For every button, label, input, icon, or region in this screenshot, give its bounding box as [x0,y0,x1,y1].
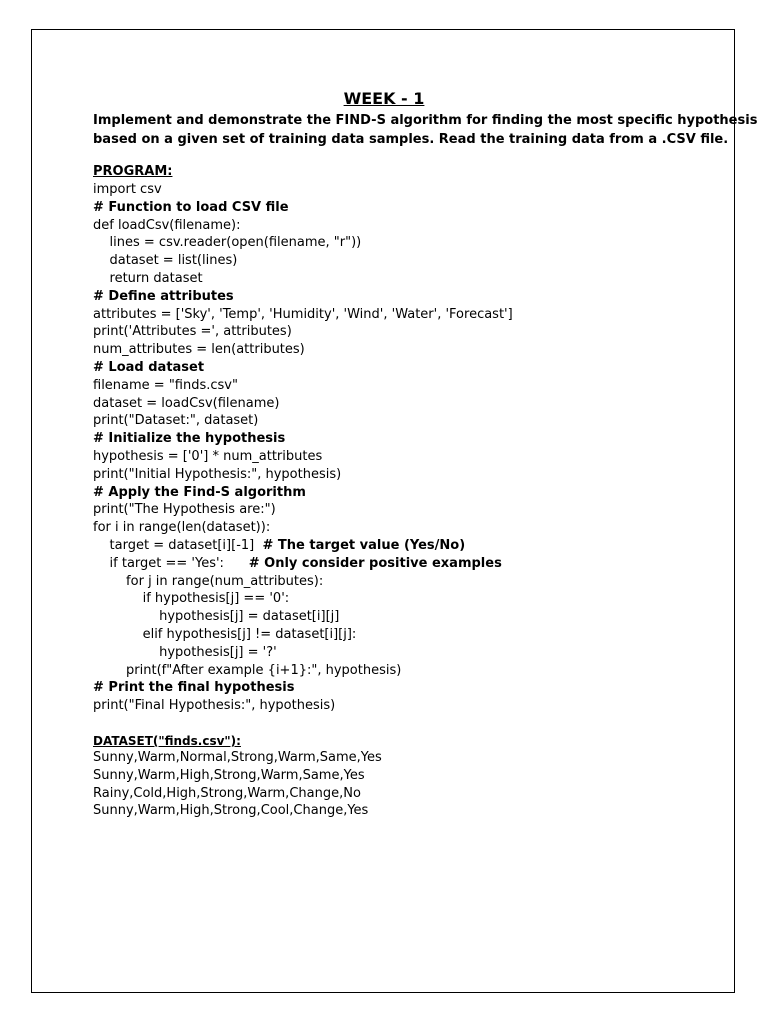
code-line: hypothesis = ['0'] * num_attributes [93,448,323,464]
code-segment: target = dataset[i][-1] [93,537,263,553]
code-comment: # Print the final hypothesis [93,680,295,696]
code-line: for j in range(num_attributes): [93,573,324,589]
dataset-block [93,749,713,820]
problem-line-1: Implement and demonstrate the FIND-S algorithm for finding the most specific hypothesis [93,113,758,128]
title-text: WEEK - 1 [343,89,425,108]
code-line: attributes = ['Sky', 'Temp', 'Humidity', 'Wind', 'Water', 'Forecast'] [93,306,513,322]
code-line: import csv [93,182,162,197]
code-comment: # Load dataset [93,359,205,375]
code-line: print("Final Hypothesis:", hypothesis) [93,698,336,714]
code-line: print("The Hypothesis are:") [93,502,276,518]
code-line: num_attributes = len(attributes) [93,342,305,358]
code-line: lines = csv.reader(open(filename, "r")) [93,235,362,251]
code-segment: if target == 'Yes': [93,555,249,571]
inline-comment: # Only consider positive examples [248,555,502,571]
page-title [0,89,768,109]
code-line: filename = "finds.csv" [93,377,238,393]
code-comment: # Function to load CSV file [93,199,289,215]
code-line: hypothesis[j] = '?' [93,644,277,660]
dataset-row: Rainy,Cold,High,Strong,Warm,Change,No [93,785,361,801]
code-line: return dataset [93,270,203,286]
code-line-with-comment [93,555,713,573]
code-line: print("Dataset:", dataset) [93,413,259,429]
code-line: for i in range(len(dataset)): [93,520,271,536]
dataset-row: Sunny,Warm,Normal,Strong,Warm,Same,Yes [93,750,382,765]
code-line: if hypothesis[j] == '0': [93,591,290,607]
code-line: print(f"After example {i+1}:", hypothesis) [93,662,402,678]
code-comment: # Initialize the hypothesis [93,431,286,447]
code-line: hypothesis[j] = dataset[i][j] [93,609,340,625]
program-label: PROGRAM: [93,164,173,179]
code-line: dataset = list(lines) [93,253,238,269]
dataset-row: Sunny,Warm,High,Strong,Warm,Same,Yes [93,767,365,783]
dataset-row: Sunny,Warm,High,Strong,Cool,Change,Yes [93,803,369,819]
code-block [93,181,713,715]
code-line: dataset = loadCsv(filename) [93,395,280,411]
code-line-with-comment [93,537,713,555]
code-comment: # Apply the Find-S algorithm [93,484,306,500]
code-line: elif hypothesis[j] != dataset[i][j]: [93,626,357,642]
problem-line-2: based on a given set of training data samples. Read the training data from a .CSV file. [93,132,729,147]
code-line: def loadCsv(filename): [93,217,241,233]
inline-comment: # The target value (Yes/No) [262,537,466,553]
code-line: print("Initial Hypothesis:", hypothesis) [93,466,342,482]
problem-statement [93,111,758,149]
code-comment: # Define attributes [93,288,234,304]
code-line: print('Attributes =', attributes) [93,324,292,340]
dataset-label: DATASET("finds.csv"): [93,734,241,748]
